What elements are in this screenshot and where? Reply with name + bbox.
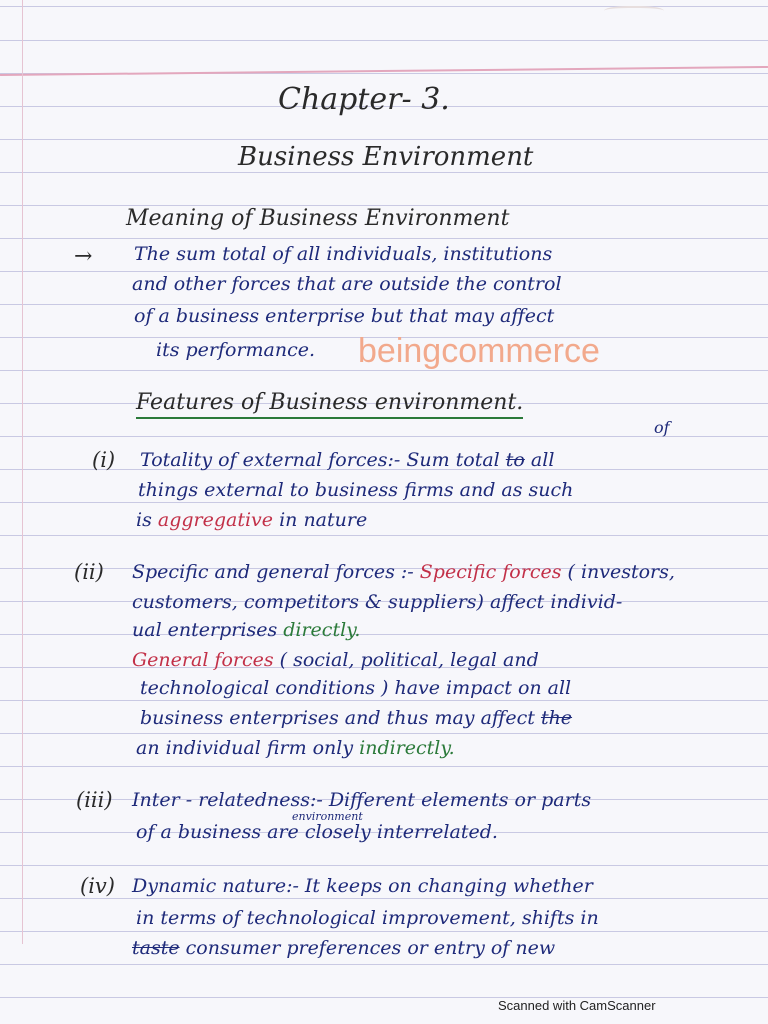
item-2-line-1 [132,558,752,586]
item-3-number: (iii) [76,788,113,812]
chapter-number: Chapter- 3. [278,82,450,117]
features-heading [136,390,523,415]
item-2-line-6-struck: the [540,707,573,729]
item-2-line-1-red: Specific forces [419,561,562,583]
item-4-number: (iv) [80,874,115,898]
item-1-line-1 [140,446,740,474]
item-1-line-3-start: is [136,509,158,531]
item-2-line-1-end: ( investors, [561,561,675,583]
item-1-line-1-struck: to [505,449,525,471]
meaning-line-1: The sum total of all individuals, institutions [134,243,553,265]
item-2-line-5: technological conditions ) have impact on all [140,677,572,699]
item-1-correction: of [654,418,670,437]
meaning-line-2: and other forces that are outside the control [132,273,562,295]
item-2-line-3-start: ual enterprises [132,619,284,641]
margin-rule [22,0,23,944]
item-1-line-3-red: aggregative [157,509,274,531]
features-heading-text: Features of Business environment. [136,390,523,419]
item-1-line-2: things external to business firms and as such [138,479,574,501]
item-2-line-6-start: business enterprises and thus may affect [140,707,541,729]
item-2-line-7-start: an individual firm only [136,737,360,759]
item-2-line-3 [132,616,752,644]
item-3-line-2: of a business are closely interrelated. [136,821,498,843]
faint-scribble [604,6,664,18]
item-1-line-3-end: in nature [273,509,368,531]
item-4-line-3-struck: taste [132,937,180,959]
chapter-title: Business Environment [238,142,534,172]
item-4-line-3 [132,934,752,962]
scanner-footer: Scanned with CamScanner [498,998,656,1013]
item-2-line-4 [132,646,752,674]
item-2-line-7-green: indirectly. [359,737,455,759]
item-2-line-3-green: directly. [283,619,361,641]
item-2-line-4-end: ( social, political, legal and [273,649,539,671]
item-1-number: (i) [92,448,116,472]
item-2-line-4-red: General forces [132,649,274,671]
item-1-line-3 [136,506,736,534]
item-2-line-2: customers, competitors & suppliers) affect individ- [132,591,623,613]
item-3-line-1: Inter - relatedness:- Different elements or parts [132,789,592,811]
item-4-line-2: in terms of technological improvement, shifts in [136,907,599,929]
item-1-line-1-text: Totality of external forces:- Sum total [140,449,506,471]
item-2-line-6 [140,704,740,732]
watermark: beingcommerce [358,332,600,370]
header-rule [0,66,768,76]
meaning-heading: Meaning of Business Environment [126,206,510,231]
item-3-insert: environment [292,810,363,823]
item-2-line-7 [136,734,736,762]
item-2-number: (ii) [74,560,104,584]
item-4-line-1: Dynamic nature:- It keeps on changing whether [132,875,593,897]
item-4-line-3-end: consumer preferences or entry of new [179,937,556,959]
meaning-line-3: of a business enterprise but that may affect [134,305,555,327]
item-2-line-1-start: Specific and general forces :- [132,561,420,583]
arrow-icon: → [74,244,93,269]
meaning-line-4: its performance. [156,339,316,361]
item-1-line-1-end: all [524,449,555,471]
